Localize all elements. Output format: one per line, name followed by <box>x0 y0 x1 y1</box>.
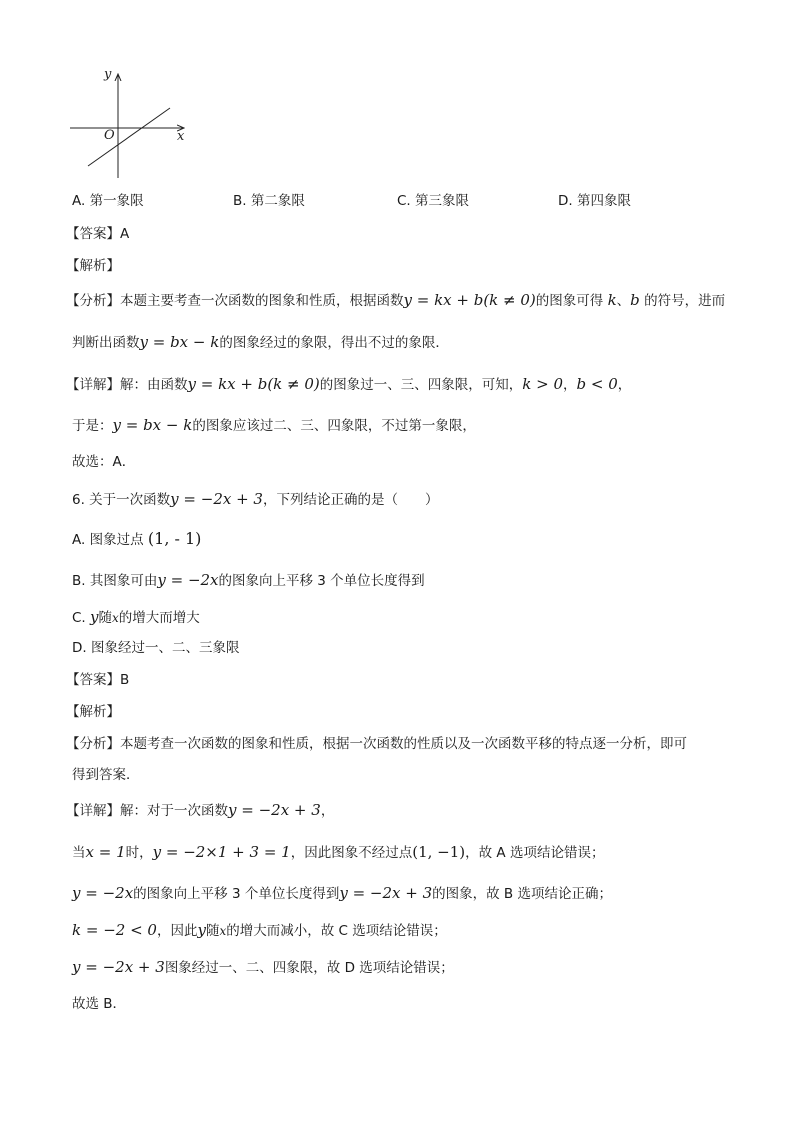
y-axis-label: y <box>104 67 112 82</box>
q5-option-c: C. 第三象限 <box>397 193 470 209</box>
q6-xiangjie-line4: k = −2 < 0，因此y随x的增大而减小，故 C 选项结论错误； <box>72 921 447 939</box>
origin-label: O <box>104 128 115 143</box>
q5-answer: 【答案】A <box>66 226 130 242</box>
line-graph <box>66 66 196 182</box>
q6-xiangjie-line3: y = −2x的图象向上平移 3 个单位长度得到y = −2x + 3的图象，故 B 选项结论正确； <box>72 884 612 902</box>
q6-xiangjie-line5: y = −2x + 3图象经过一、二、四象限，故 D 选项结论错误； <box>72 958 454 976</box>
q6-xiangjie-line1: 【详解】解：对于一次函数y = −2x + 3， <box>66 801 335 819</box>
q6-fenxi-line1: 【分析】本题考查一次函数的图象和性质，根据一次函数的性质以及一次函数平移的特点逐一分析，即可 <box>66 736 687 752</box>
q6-stem: 6. 关于一次函数y = −2x + 3，下列结论正确的是（ ） <box>72 490 439 508</box>
q6-option-a: A. 图象过点 (1, - 1) <box>72 529 202 548</box>
q6-option-d: D. 图象经过一、二、三象限 <box>72 640 240 656</box>
q5-fenxi-line1: 【分析】本题主要考查一次函数的图象和性质，根据函数y = kx + b(k ≠ 0)的图象可得 k、b 的符号，进而 <box>66 291 726 309</box>
q5-option-b: B. 第二象限 <box>233 193 305 209</box>
q6-conclusion: 故选 B． <box>72 996 127 1012</box>
q5-fenxi-line2: 判断出函数y = bx − k的图象经过的象限，得出不过的象限． <box>72 333 449 351</box>
q6-xiangjie-line2: 当x = 1时，y = −2×1 + 3 = 1，因此图象不经过点(1, −1)，故 A 选项结论错误； <box>72 843 605 861</box>
q6-answer: 【答案】B <box>66 672 130 688</box>
q6-option-b: B. 其图象可由y = −2x的图象向上平移 3 个单位长度得到 <box>72 571 425 589</box>
q5-xiangjie-line2: 于是：y = bx − k的图象应该过二、三、四象限，不过第一象限， <box>72 416 476 434</box>
q6-analysis-heading: 【解析】 <box>66 704 120 720</box>
q5-option-d: D. 第四象限 <box>558 193 631 209</box>
q5-conclusion: 故选：A． <box>72 454 136 470</box>
q5-analysis-heading: 【解析】 <box>66 258 120 274</box>
x-axis-label: x <box>177 129 185 144</box>
q5-xiangjie-line1: 【详解】解：由函数y = kx + b(k ≠ 0)的图象过一、三、四象限，可知，k > 0，b < 0， <box>66 375 632 393</box>
q6-option-c: C. y随x的增大而增大 <box>72 608 200 626</box>
q5-option-a: A. 第一象限 <box>72 193 144 209</box>
function-line <box>88 108 170 166</box>
q6-fenxi-line2: 得到答案． <box>72 767 140 783</box>
